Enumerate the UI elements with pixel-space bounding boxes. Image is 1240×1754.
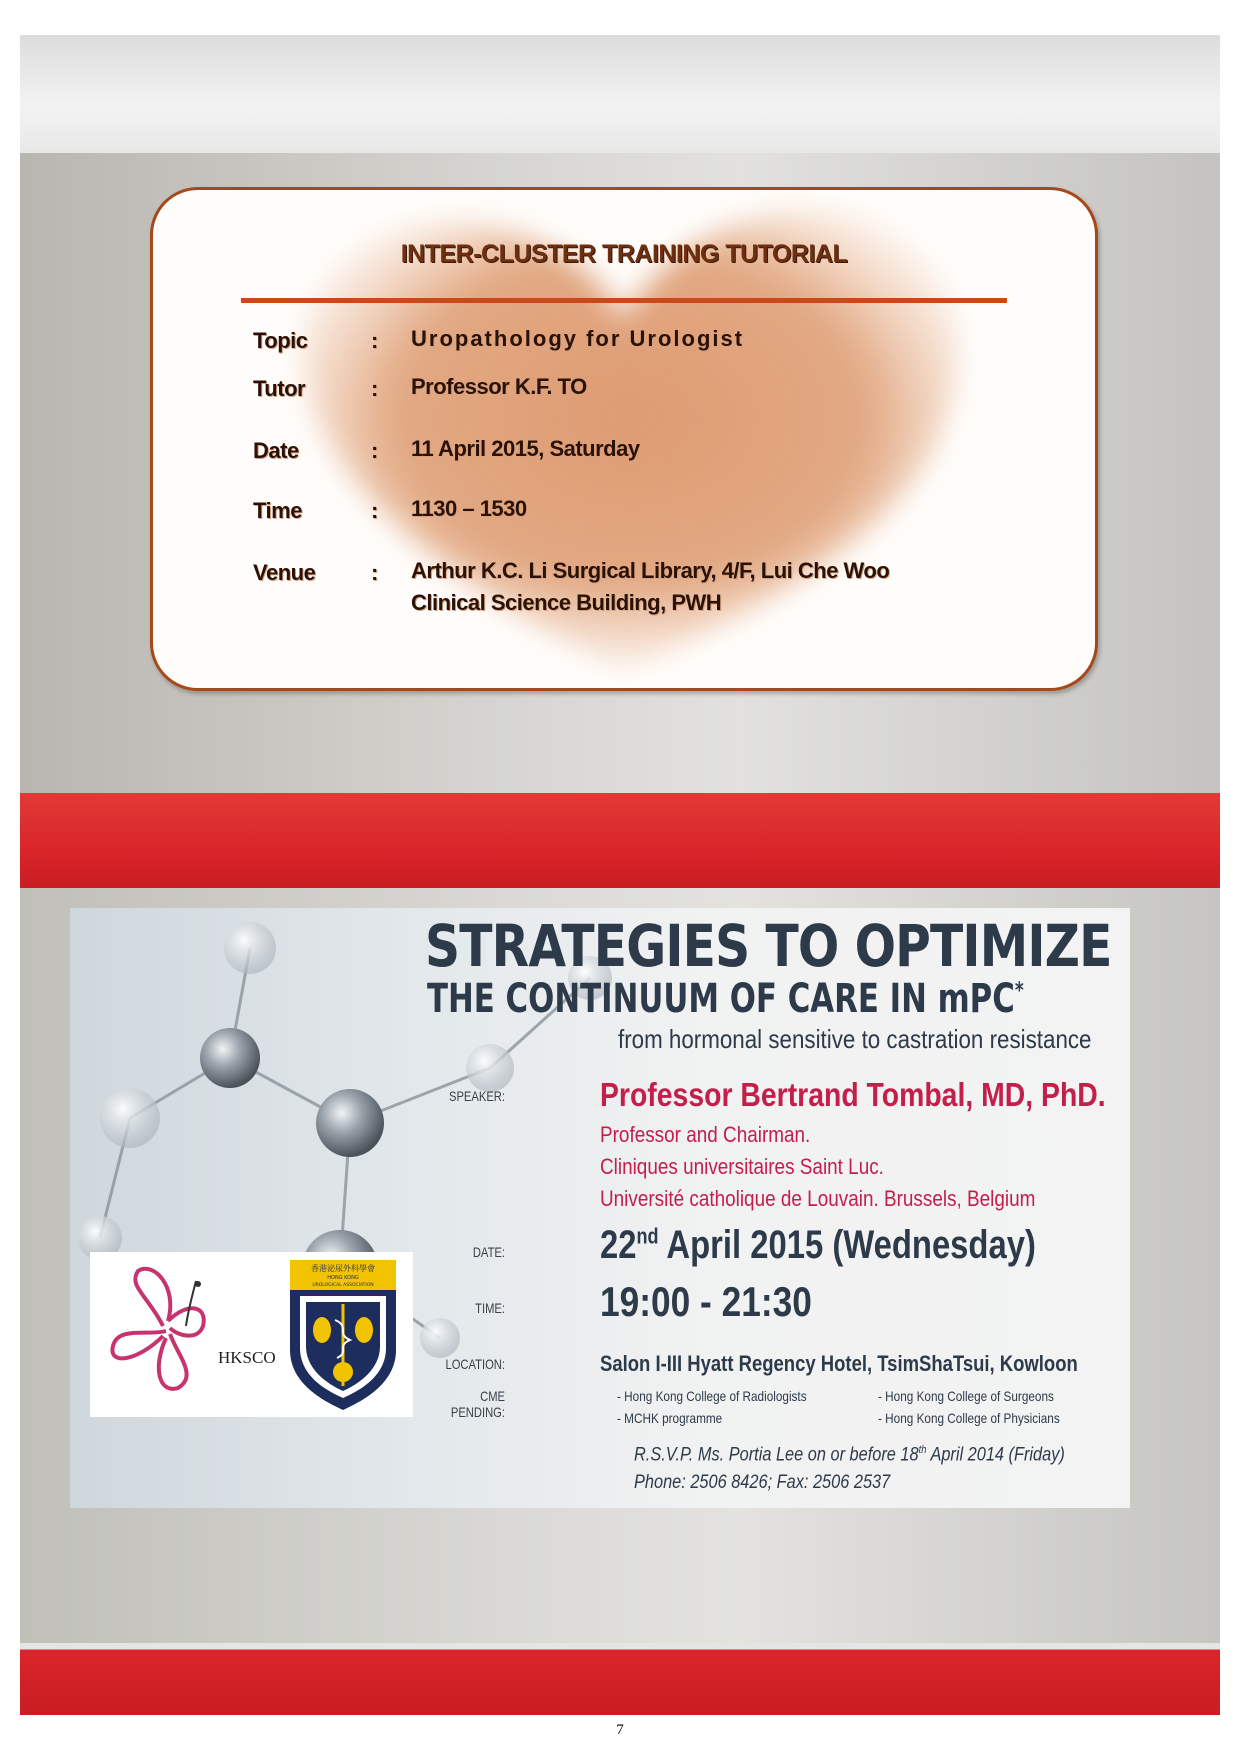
cme-label: CME PENDING: — [450, 1388, 505, 1420]
speaker-label: SPEAKER: — [448, 1088, 505, 1104]
cme-item-mchk: - MCHK programme — [617, 1410, 723, 1426]
event-poster — [70, 908, 1130, 1508]
speaker-title: Professor and Chairman. — [600, 1122, 811, 1147]
logo-box — [90, 1252, 413, 1417]
poster-subtitle: from hormonal sensitive to castration resistance — [618, 1024, 1092, 1054]
time-label: Time — [253, 498, 302, 523]
hkua-chinese-name: 香港泌尿外科學會 — [311, 1264, 375, 1273]
hkua-en-line2: UROLOGICAL ASSOCIATION — [312, 1283, 374, 1288]
cme-item-physicians: - Hong Kong College of Physicians — [878, 1410, 1060, 1426]
title-line2-text: THE CONTINUUM OF CARE IN mPC — [427, 976, 1015, 1022]
lower-red-band — [20, 1643, 1220, 1715]
tutor-colon: : — [371, 376, 379, 401]
speaker-institution: Cliniques universitaires Saint Luc. — [600, 1154, 884, 1179]
venue-colon: : — [371, 560, 379, 585]
hkua-en-line1: HONG KONG — [327, 1275, 359, 1281]
title-rule — [241, 298, 1007, 303]
time-label-poster: TIME: — [475, 1300, 505, 1316]
date-colon: : — [371, 438, 379, 463]
time-value: 1130 – 1530 — [411, 496, 527, 521]
date-label-poster: DATE: — [472, 1244, 505, 1260]
cme-item-surgeons: - Hong Kong College of Surgeons — [878, 1388, 1054, 1404]
topic-value: Uropathology for Urologist — [411, 326, 745, 351]
speaker-name: Professor Bertrand Tombal, MD, PhD. — [600, 1076, 1106, 1113]
rsvp-line — [634, 1444, 1065, 1466]
phone-fax-line: Phone: 2506 8426; Fax: 2506 2537 — [634, 1472, 891, 1493]
tutor-value: Professor K.F. TO — [411, 374, 587, 399]
page-number: 7 — [616, 1722, 624, 1738]
poster-date — [600, 1223, 1036, 1268]
upper-red-band — [20, 793, 1220, 888]
rsvp-pre: R.S.V.P. Ms. Portia Lee on or before 18 — [634, 1444, 919, 1466]
rsvp-post: April 2014 (Friday) — [926, 1444, 1065, 1466]
rsvp-sup: th — [918, 1444, 927, 1456]
venue-value-line2: Clinical Science Building, PWH — [411, 590, 722, 615]
hkua-crest — [290, 1260, 396, 1410]
topic-label: Topic — [253, 328, 308, 353]
topic-colon: : — [371, 328, 379, 353]
hksco-label: HKSCO — [218, 1348, 276, 1367]
hksco-logo — [108, 1266, 228, 1396]
poster-title-line2 — [427, 976, 1024, 1022]
date-label: Date — [253, 438, 299, 463]
date-value: 11 April 2015, Saturday — [411, 436, 640, 461]
time-colon: : — [371, 498, 379, 523]
location-value: Salon I-III Hyatt Regency Hotel, TsimShaTsui, Kowloon — [600, 1351, 1078, 1376]
date-suffix: nd — [636, 1223, 659, 1249]
venue-value-line1: Arthur K.C. Li Surgical Library, 4/F, Lui Che Woo — [411, 558, 890, 583]
date-day: 22 — [600, 1223, 637, 1267]
title-asterisk: * — [1014, 978, 1024, 1004]
poster-time: 19:00 - 21:30 — [600, 1278, 812, 1325]
speaker-university: Université catholique de Louvain. Brussels, Belgium — [600, 1186, 1036, 1211]
poster-title-line1: STRATEGIES TO OPTIMIZE — [425, 912, 1112, 980]
tutorial-card — [150, 187, 1098, 691]
tutor-label: Tutor — [253, 376, 306, 401]
top-band — [20, 35, 1220, 153]
date-rest: April 2015 (Wednesday) — [658, 1223, 1036, 1267]
tutorial-title: INTER-CLUSTER TRAINING TUTORIAL — [400, 240, 848, 268]
location-label: LOCATION: — [445, 1356, 505, 1372]
venue-label: Venue — [253, 560, 316, 585]
cme-item-radiologists: - Hong Kong College of Radiologists — [617, 1388, 807, 1404]
